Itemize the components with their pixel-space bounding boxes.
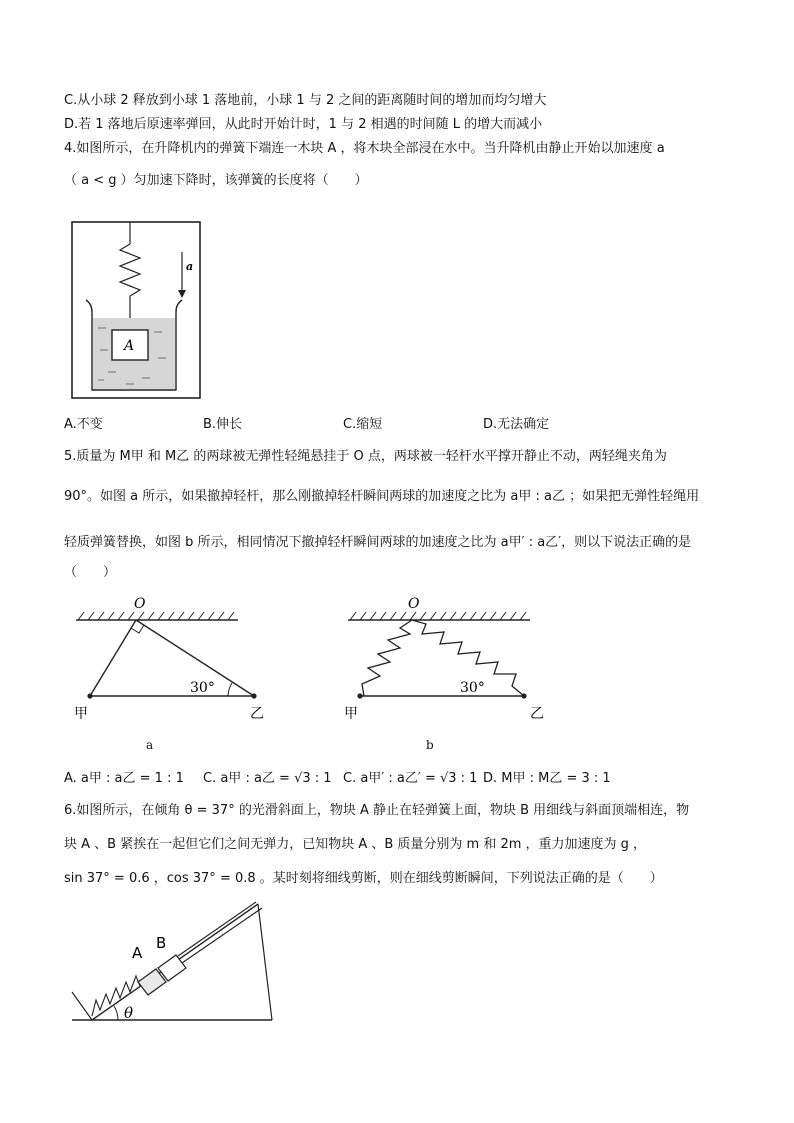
figure-b-spring-triangle: [340, 596, 550, 726]
figure-a-yi-label: 乙: [250, 706, 264, 722]
q5-stem-line2: 90°。如图 a 所示，如果撤掉轻杆，那么刚撤掉轻杆瞬间两球的加速度之比为 a甲 : a乙 ；如果把无弹性轻绳用: [64, 489, 700, 504]
q6-stem-line1: 6.如图所示，在倾角 θ = 37° 的光滑斜面上，物块 A 静止在轻弹簧上面，物块 B 用细线与斜面顶端相连，物: [64, 803, 690, 818]
q4-stem-line2: （ a < g ）匀加速下降时，该弹簧的长度将（ ）: [64, 173, 368, 188]
figure-b-angle-label: 30°: [460, 680, 485, 696]
q4-option-a: A.不变: [64, 417, 103, 432]
figure-a-jia-label: 甲: [74, 706, 88, 722]
left-spring-icon: [362, 620, 412, 696]
q4-option-c: C.缩短: [343, 417, 383, 432]
option-c-text: C.从小球 2 释放到小球 1 落地前，小球 1 与 2 之间的距离随时间的增加而均匀增大: [64, 93, 547, 108]
arrow-label: a: [186, 260, 194, 273]
q4-option-d: D.无法确定: [483, 417, 550, 432]
q6-stem-line2: 块 A 、B 紧挨在一起但它们之间无弹力，已知物块 A 、B 质量分别为 m 和 2m ，重力加速度为 g ，: [64, 837, 647, 852]
block-a-text: A: [132, 944, 143, 962]
figure-a-o-label: O: [134, 596, 146, 612]
block-b-text: B: [156, 934, 167, 952]
figure-b-yi-label: 乙: [530, 706, 544, 722]
option-d-text: D.若 1 落地后原速率弹回，从此时开始计时，1 与 2 相遇的时间随 L 的增大而减小: [64, 117, 543, 132]
figure-b-caption: b: [426, 738, 434, 752]
block-a-label: A: [124, 338, 135, 354]
q5-option-b: C. a甲 : a乙 = √3 : 1: [203, 771, 332, 786]
q6-stem-line3: sin 37° = 0.6 ，cos 37° = 0.8 。某时刻将细线剪断，则在细线剪断瞬间，下列说法正确的是（ ）: [64, 871, 663, 886]
elevator-figure: [68, 220, 208, 400]
q4-option-b: B.伸长: [203, 417, 243, 432]
figure-b-o-label: O: [408, 596, 420, 612]
q5-option-c: C. a甲′ : a乙′ = √3 : 1: [343, 771, 478, 786]
figure-a-caption: a: [146, 738, 154, 752]
q4-stem-line1: 4.如图所示，在升降机内的弹簧下端连一木块 A ，将木块全部浸在水中。当升降机由静止开始以加速度 a: [64, 141, 665, 156]
q5-stem-line3: 轻质弹簧替换，如图 b 所示，相同情况下撤掉轻杆瞬间两球的加速度之比为 a甲′ : a乙′，则以下说法正确的是: [64, 535, 692, 550]
spring-icon: [120, 244, 140, 296]
q5-stem-line4: （ ）: [64, 565, 117, 580]
q5-stem-line1: 5.质量为 M甲 和 M乙 的两球被无弹性轻绳悬挂于 O 点，两球被一轻杆水平撑开静止不动，两轻绳夹角为: [64, 449, 667, 464]
figure-b-jia-label: 甲: [344, 706, 358, 722]
q5-option-d: D. M甲 : M乙 = 3 : 1: [483, 771, 611, 786]
acceleration-arrow-icon: [178, 250, 198, 300]
q5-option-a: A. a甲 : a乙 = 1 : 1: [64, 771, 184, 786]
figure-a-angle-label: 30°: [190, 680, 215, 696]
figure-a-rope-triangle: [70, 596, 264, 726]
incline-figure: [66, 898, 276, 1028]
incline-angle-label: θ: [124, 1004, 134, 1022]
